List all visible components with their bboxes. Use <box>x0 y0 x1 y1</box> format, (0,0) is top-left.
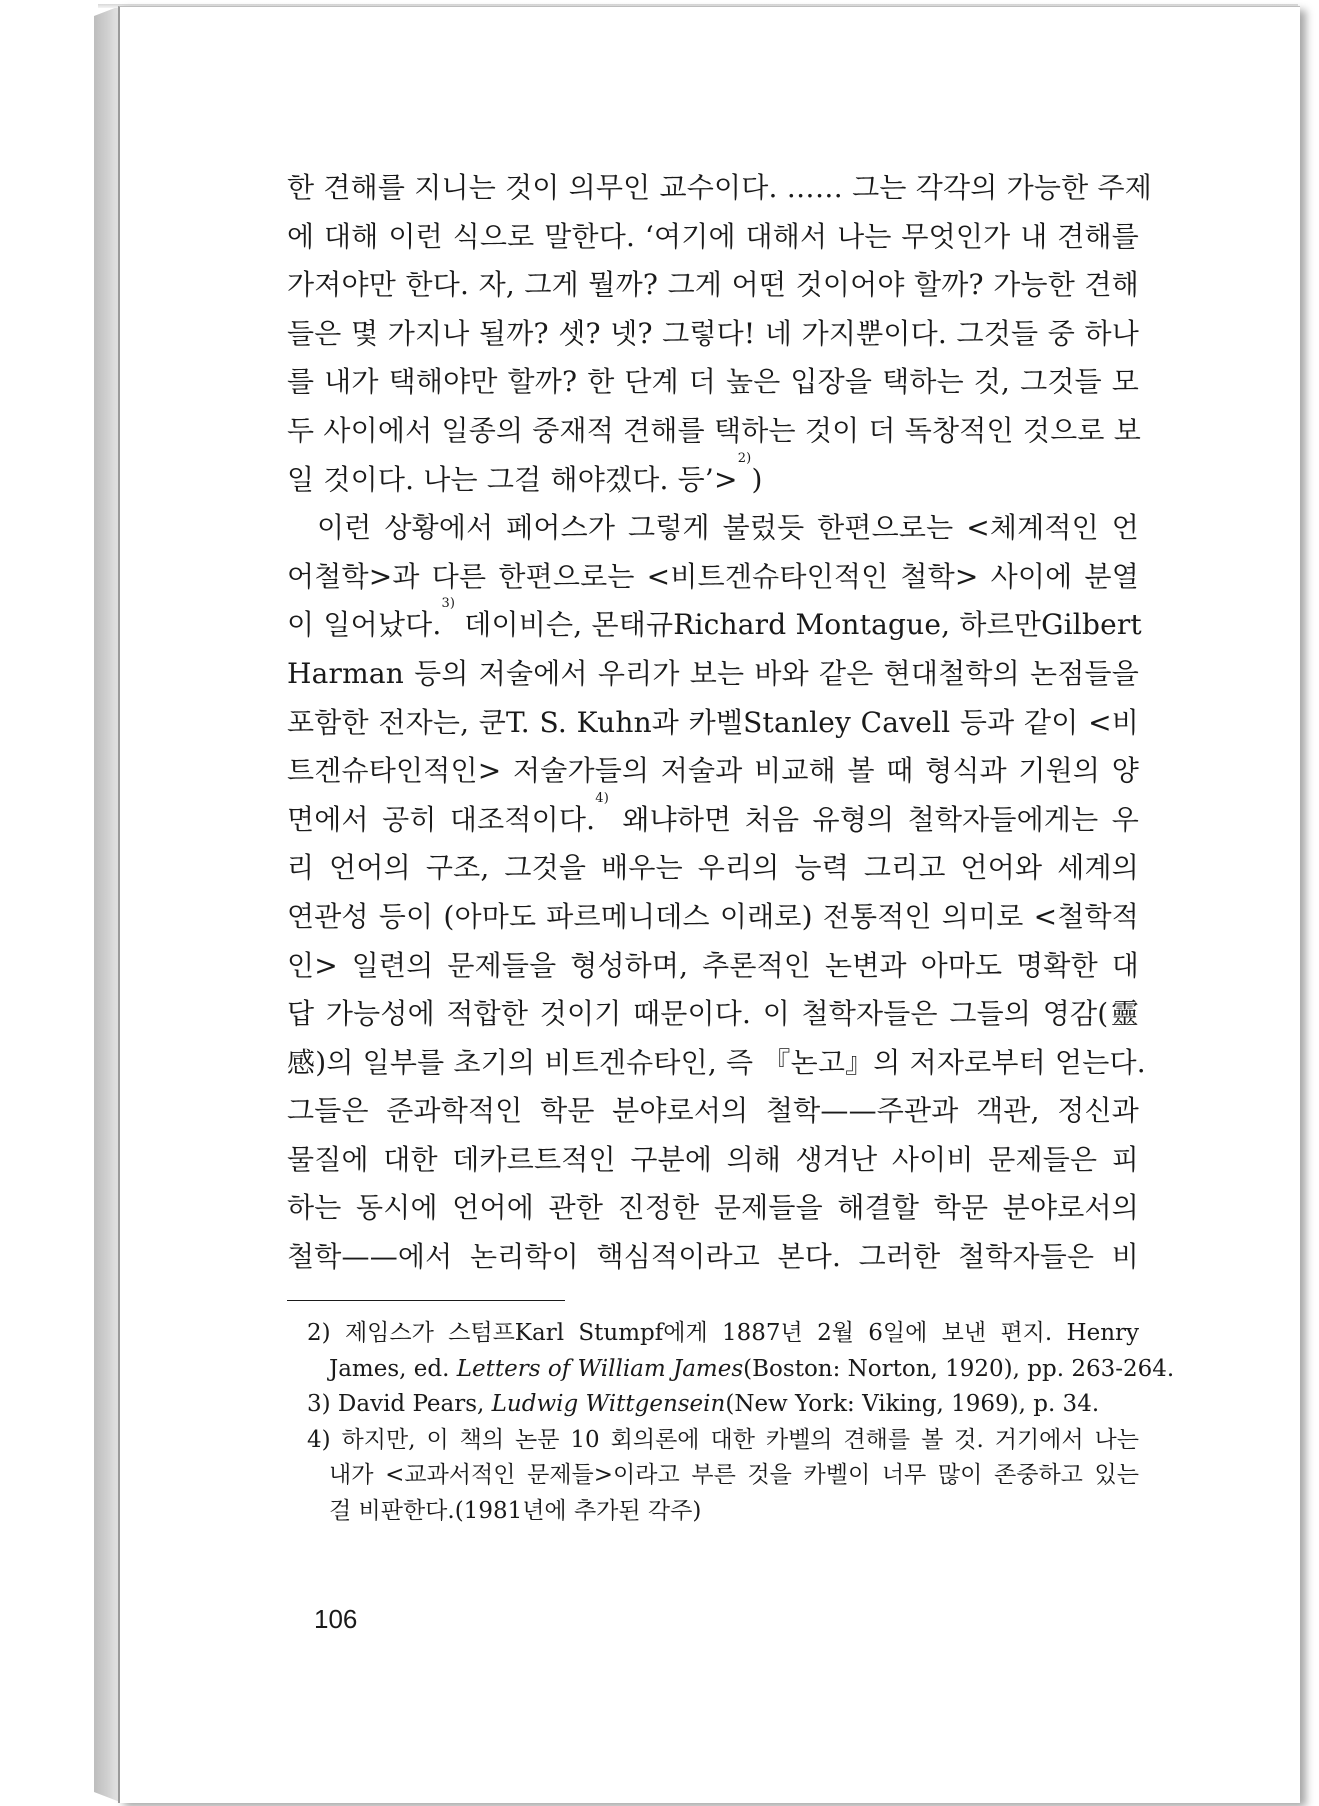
text-line: 물질에 대한 데카르트적인 구분에 의해 생겨난 사이비 문제들은 피 <box>287 1142 1139 1176</box>
footnote-2-line: 2) 제임스가 스텀프Karl Stumpf에게 1887년 2월 6일에 보낸 편지. Henry <box>307 1320 1139 1346</box>
footnote-text: (Boston: Norton, 1920), pp. 263-264. <box>743 1355 1175 1382</box>
text-line: 리 언어의 구조, 그것을 배우는 우리의 능력 그리고 언어와 세계의 <box>287 851 1139 885</box>
footnote-text: 3) David Pears, <box>307 1391 492 1417</box>
text-line: 하는 동시에 언어에 관한 진정한 문제들을 해결할 학문 분야로서의 <box>287 1191 1139 1225</box>
footnote-ref-2[interactable]: 2) <box>737 450 752 466</box>
text-line: 이런 상황에서 페어스가 그렇게 불렀듯 한편으로는 <체계적인 언 <box>317 511 1139 545</box>
footnote-ref-3[interactable]: 3) <box>441 596 456 612</box>
footnote-text: (New York: Viking, 1969), p. 34. <box>725 1391 1100 1417</box>
text-line: 들은 몇 가지나 될까? 셋? 넷? 그렇다! 네 가지뿐이다. 그것들 중 하나 <box>287 316 1139 350</box>
footnote-4-line: 4) 하지만, 이 책의 논문 10 회의론에 대한 카벨의 견해를 볼 것. 거기에서 나는 <box>307 1426 1139 1453</box>
page-number: 106 <box>314 1604 358 1634</box>
text-line: 연관성 등이 (아마도 파르메니데스 이래로) 전통적인 의미로 <철학적 <box>287 899 1139 933</box>
text-line: 어철학>과 다른 한편으로는 <비트겐슈타인적인 철학> 사이에 분열 <box>287 559 1139 593</box>
text-line-tail: 데이비슨, 몬태규Richard Montague, 하르만Gilbert <box>455 608 1142 642</box>
book-title: Letters of William James <box>456 1355 744 1382</box>
text-line <box>287 790 1139 845</box>
text-line-content: 일 것이다. 나는 그걸 해야겠다. 등’> <box>287 462 738 496</box>
body-text <box>287 164 1152 1282</box>
closing-paren: ) <box>751 462 763 496</box>
text-line-content: 이 일어났다. <box>287 608 442 642</box>
text-line-content: 면에서 공히 대조적이다. <box>287 802 596 836</box>
footnote-4-line: 걸 비판한다.(1981년에 추가된 각주) <box>329 1497 702 1524</box>
text-line: 가져야만 한다. 자, 그게 뭘까? 그게 어떤 것이어야 할까? 가능한 견해 <box>287 268 1139 302</box>
footnote-divider <box>287 1300 565 1301</box>
text-line <box>287 596 1142 650</box>
footnote-2-line <box>287 1352 1175 1388</box>
text-line: 두 사이에서 일종의 중재적 견해를 택하는 것이 더 독창적인 것으로 보 <box>287 413 1141 447</box>
text-line: 철학——에서 논리학이 핵심적이라고 본다. 그러한 철학자들은 비 <box>287 1240 1139 1274</box>
text-line: 感)의 일부를 초기의 비트겐슈타인, 즉 『논고』의 저자로부터 얻는다. <box>287 1045 1146 1079</box>
book-spine-edge <box>94 6 120 1802</box>
text-line: 포함한 전자는, 쿤T. S. Kuhn과 카벨Stanley Cavell 등과 같이 <비 <box>287 705 1139 739</box>
footnotes <box>287 1316 1175 1529</box>
text-line: 를 내가 택해야만 할까? 한 단계 더 높은 입장을 택하는 것, 그것들 모 <box>287 365 1139 399</box>
text-line: 트겐슈타인적인> 저술가들의 저술과 비교해 볼 때 형식과 기원의 양 <box>287 754 1139 788</box>
text-line <box>287 450 1139 505</box>
text-line: 에 대해 이런 식으로 말한다. ‘여기에 대해서 나는 무엇인가 내 견해를 <box>287 219 1139 253</box>
text-line: 한 견해를 지니는 것이 의무인 교수이다. …… 그는 각각의 가능한 주제 <box>287 171 1152 204</box>
footnote-ref-4[interactable]: 4) <box>595 790 610 806</box>
footnote-text: James, ed. <box>329 1355 457 1382</box>
text-line: 답 가능성에 적합한 것이기 때문이다. 이 철학자들은 그들의 영감(靈 <box>287 997 1139 1031</box>
text-line-tail: 왜냐하면 처음 유형의 철학자들에게는 우 <box>609 802 1139 836</box>
text-line: 인> 일련의 문제들을 형성하며, 추론적인 논변과 아마도 명확한 대 <box>287 948 1139 982</box>
footnote-4-line: 내가 <교과서적인 문제들>이라고 부른 것을 카벨이 너무 많이 존중하고 있는 <box>329 1462 1139 1488</box>
text-line: 그들은 준과학적인 학문 분야로서의 철학——주관과 객관, 정신과 <box>287 1094 1139 1128</box>
book-title: Ludwig Wittgensein <box>491 1391 726 1417</box>
text-line: Harman 등의 저술에서 우리가 보는 바와 같은 현대철학의 논점들을 <box>287 656 1139 690</box>
footnote-3-line <box>287 1387 1139 1423</box>
